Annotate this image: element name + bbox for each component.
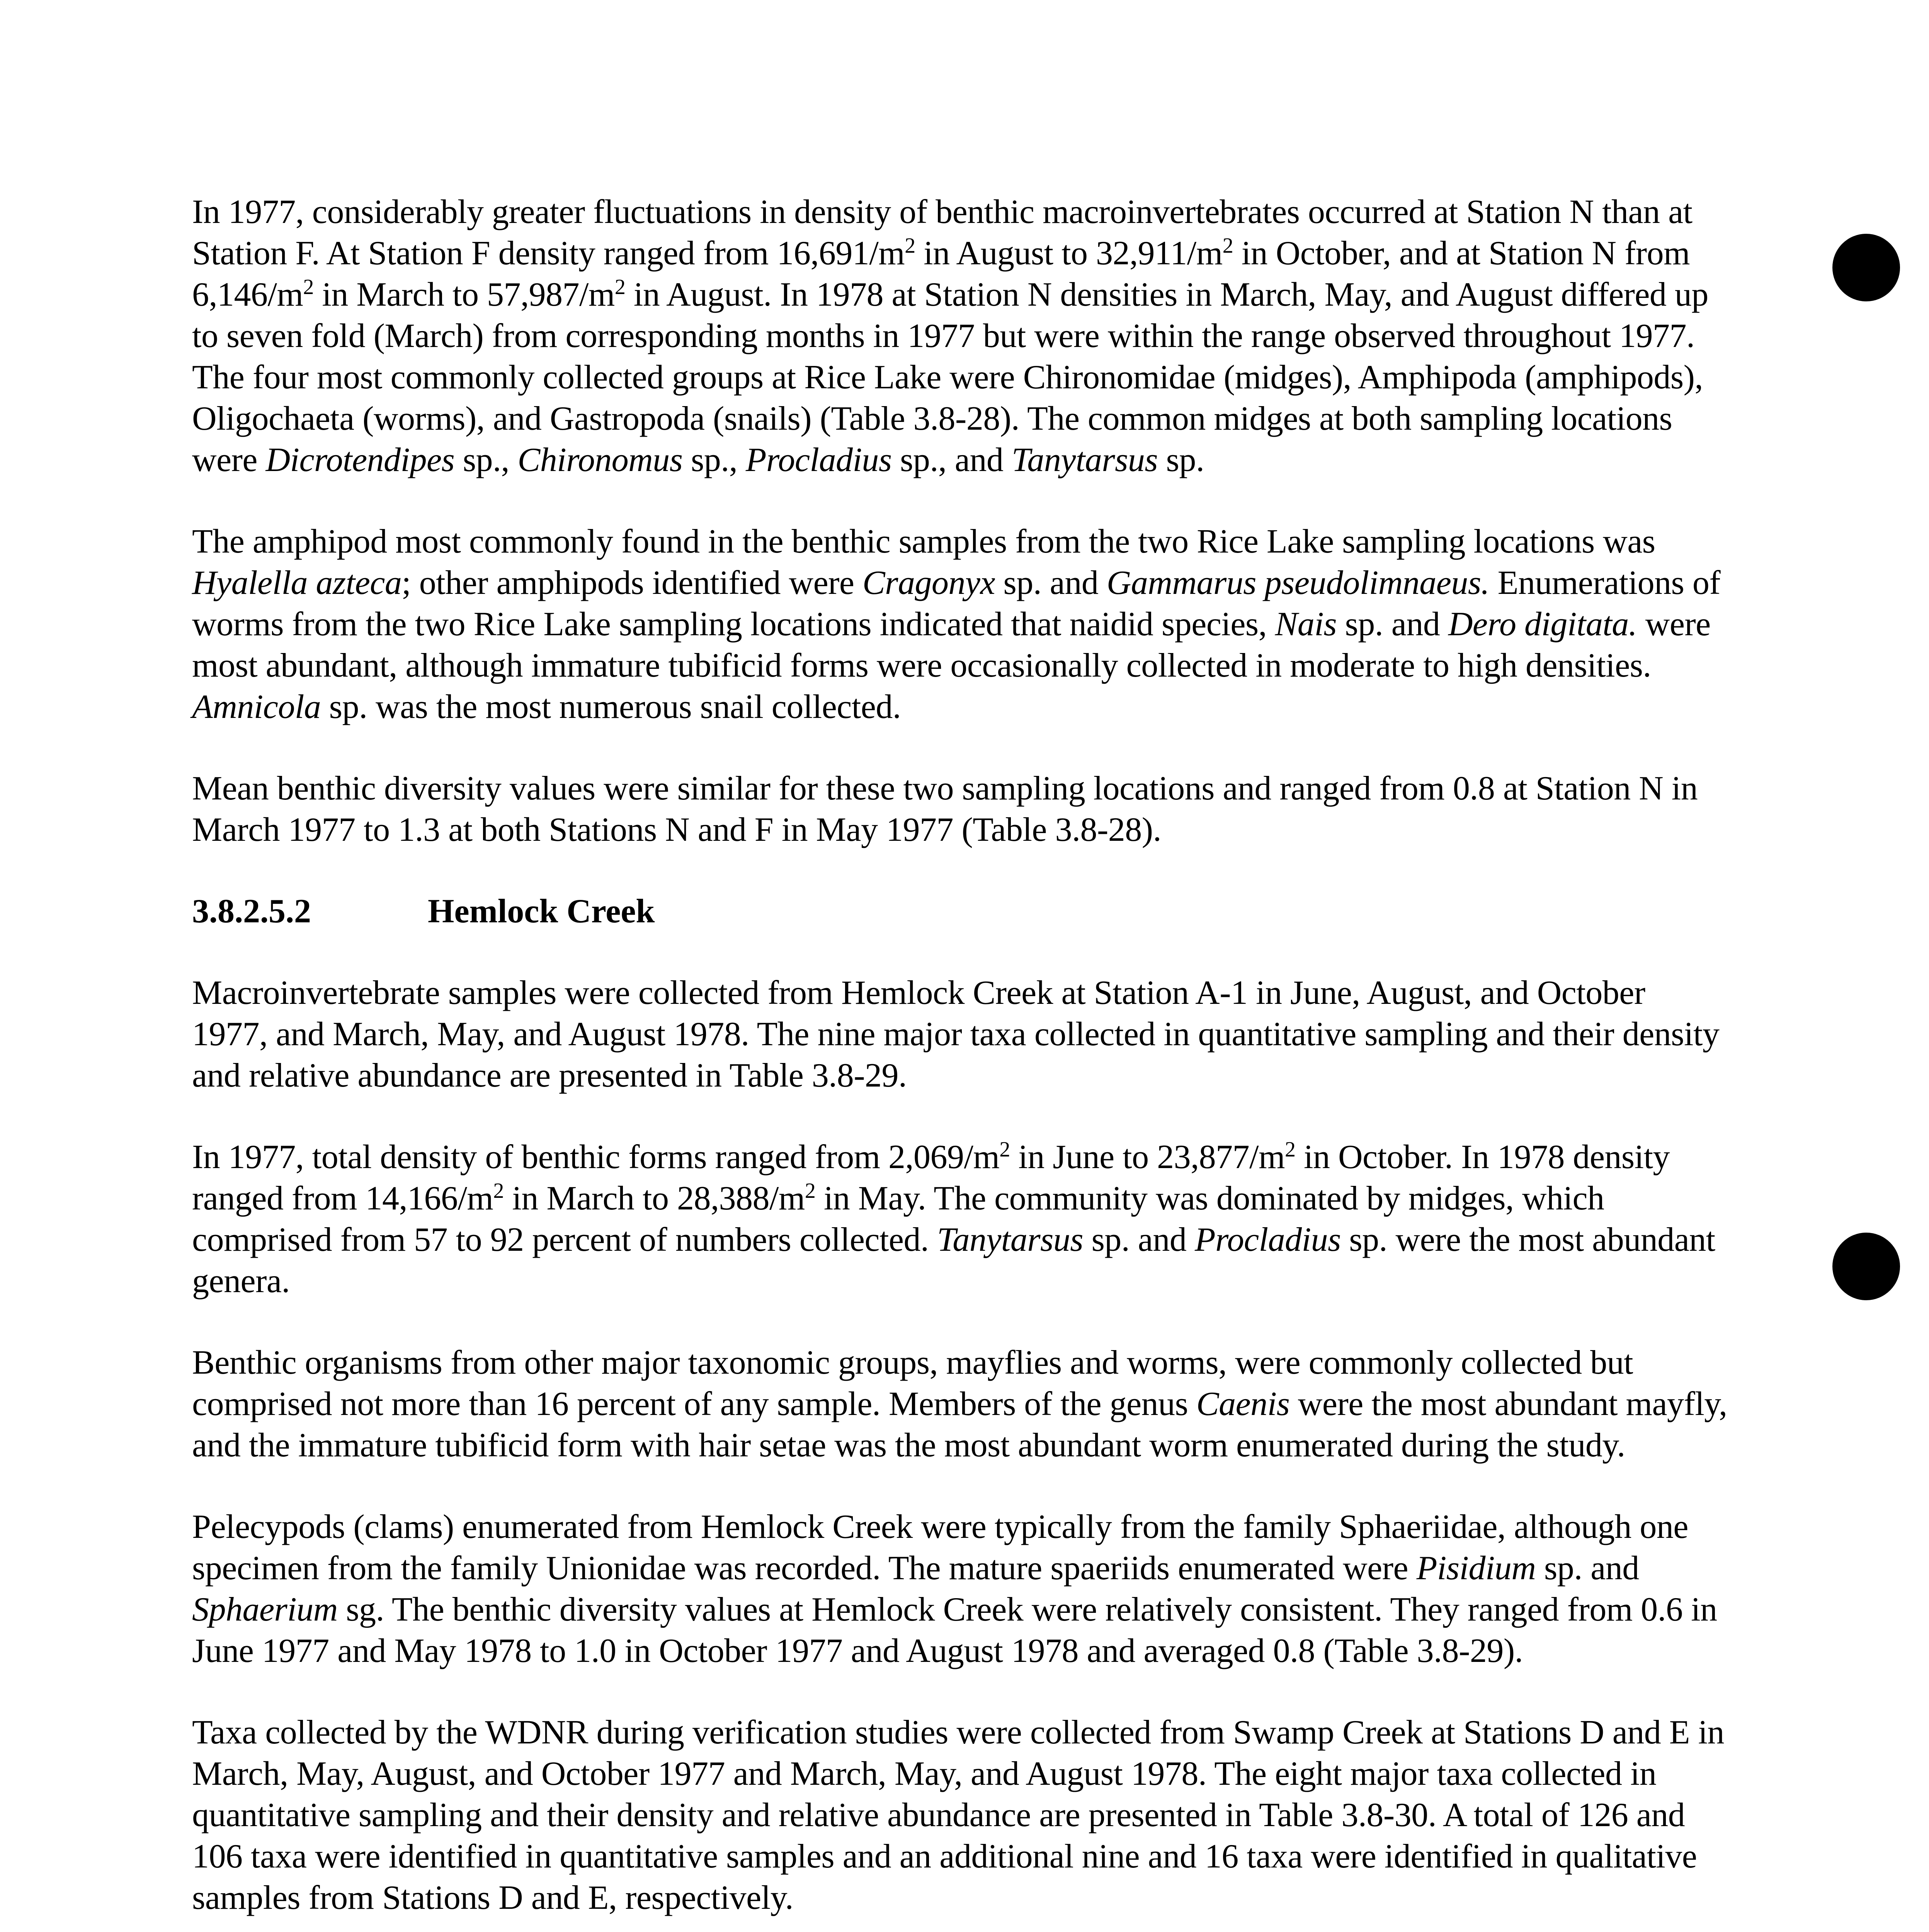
section-title: Hemlock Creek (428, 893, 655, 930)
paragraph-rice-lake-diversity: Mean benthic diversity values were similar for these two sampling locations and ranged from 0.8 at Station N in March 1977 to 1.3 at both Stations N and F in May 1977 (Table 3.8-28). (192, 770, 1698, 849)
paragraph-hemlock-samples: Macroinvertebrate samples were collected from Hemlock Creek at Station A-1 in June, August, and October 1977, and March, May, and August 1978. The nine major taxa collected in quantitative sampling and their density and relative abundance are presented in Table 3.8-29. (192, 974, 1720, 1094)
paragraph-hemlock-other-taxa: Benthic organisms from other major taxonomic groups, mayflies and worms, were commonly collected but comprised not more than 16 percent of any sample. Members of the genus Caenis were the most abundant mayfly, and the immature tubificid form with hair setae was the most abundant worm enumerated during the study. (192, 1344, 1727, 1464)
document-body (192, 191, 1728, 1932)
paragraph-hemlock-density: In 1977, total density of benthic forms ranged from $2,069/m^2$ in June to $23,877/m^2$ in October. In 1978 density ranged from $14,166/m^2$ in March to $28,388/m^2$ in May. The community was dominated by midges, which comprised from 57 to 92 percent of numbers collected. Tanytarsus sp. and Procladius sp. were the most abundant genera. (192, 1138, 1715, 1300)
paragraph-rice-lake-amphipods: The amphipod most commonly found in the benthic samples from the two Rice Lake sampling locations was Hyalella azteca; other amphipods identified were Cragonyx sp. and Gammarus pseudolimnaeus. Enumerations of worms from the two Rice Lake sampling locations indicated that naidid species, Nais sp. and Dero digitata. were most abundant, although immature tubificid forms were occasionally collected in moderate to high densities. Amnicola sp. was the most numerous snail collected. (192, 523, 1721, 726)
paragraph-rice-lake-density: In 1977, considerably greater fluctuations in density of benthic macroinvertebrates occurred at Station N than at Station F. At Station F density ranged from $16,691/m^2$ in August to $32,911/m^2$ in October, and at Station N from $6,146/m^2$ in March to $57,987/m^2$ in August. In 1978 at Station N densities in March, May, and August differed up to seven fold (March) from corresponding months in 1977 but were within the range observed throughout 1977. The four most commonly collected groups at Rice Lake were Chironomidae (midges), Amphipoda (amphipods), Oligochaeta (worms), and Gastropoda (snails) (Table 3.8-28). The common midges at both sampling locations were Dicrotendipes sp., Chironomus sp., Procladius sp., and Tanytarsus sp. (192, 193, 1708, 479)
paragraph-hemlock-pelecypods: Pelecypods (clams) enumerated from Hemlock Creek were typically from the family Sphaeriidae, although one specimen from the family Unionidae was recorded. The mature spaeriids enumerated were Pisidium sp. and Sphaerium sg. The benthic diversity values at Hemlock Creek were relatively consistent. They ranged from 0.6 in June 1977 and May 1978 to 1.0 in October 1977 and August 1978 and averaged 0.8 (Table 3.8-29). (192, 1508, 1717, 1670)
margin-bullet-mark (1832, 1233, 1900, 1300)
section-number: 3.8.2.5.2 (192, 893, 311, 930)
margin-bullet-mark (1832, 234, 1900, 301)
paragraph-swamp-creek-taxa: Taxa collected by the WDNR during verification studies were collected from Swamp Creek at Stations D and E in March, May, August, and October 1977 and March, May, and August 1978. The eight major taxa collected in quantitative sampling and their density and relative abundance are presented in Table 3.8-30. A total of 126 and 106 taxa were identified in quantitative samples and an additional nine and 16 taxa were identified in qualitative samples from Stations D and E, respectively. (192, 1714, 1725, 1917)
section-heading (192, 891, 1728, 932)
